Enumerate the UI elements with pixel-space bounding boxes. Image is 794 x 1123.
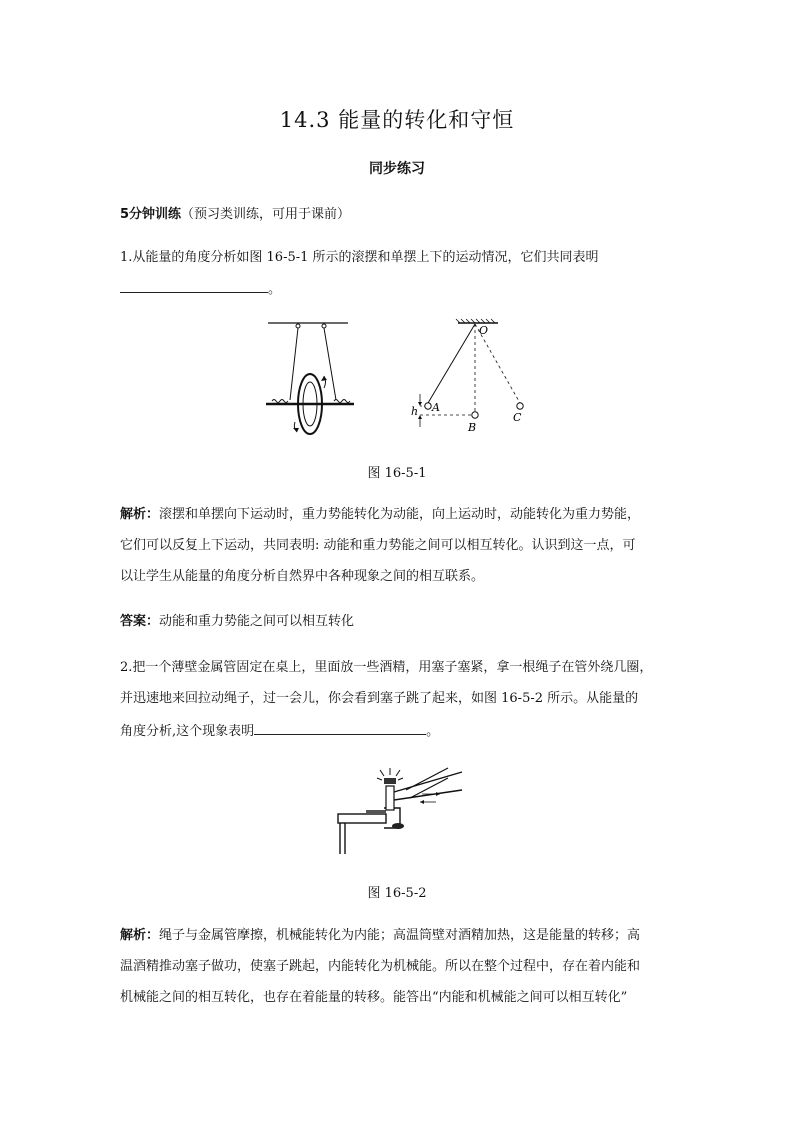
label-b: B xyxy=(468,421,477,434)
label-h: h xyxy=(411,405,419,418)
section-heading xyxy=(120,203,350,222)
q2-analysis-line3: 机械能之间的相互转化，也存在着能量的转移。能答出“内能和机械能之间可以相互转化” xyxy=(120,990,628,1005)
q1-text-line2 xyxy=(120,278,690,300)
q1-answer-text: 动能和重力势能之间可以相互转化 xyxy=(159,614,355,629)
q2-text-line1: 2.把一个薄壁金属管固定在桌上，里面放一些酒精，用塞子塞紧，拿一根绳子在管外绕几圈， xyxy=(120,660,653,675)
q1-answer-blank xyxy=(120,278,268,293)
q1-analysis-line1 xyxy=(120,505,690,525)
page-title: 14.3 能量的转化和守恒 xyxy=(279,108,515,132)
label-c: C xyxy=(513,411,522,424)
q1-answer-line xyxy=(120,612,690,632)
q2-end-punct: 。 xyxy=(426,724,440,739)
q2-analysis-line2: 温酒精推动塞子做功，使塞子跳起，内能转化为机械能。所以在整个过程中，存在着内能和 xyxy=(120,959,641,974)
figure-caption-16-5-2: 图 16-5-2 xyxy=(367,886,427,901)
roll-pendulum-diagram xyxy=(266,323,354,434)
figure-16-5-1 xyxy=(262,318,542,443)
simple-pendulum-diagram xyxy=(411,319,523,434)
label-a: A xyxy=(432,401,440,414)
q1-text-line1: 1.从能量的角度分析如图 16-5-1 所示的滚摆和单摆上下的运动情况，它们共同表明 xyxy=(120,250,599,265)
section-label: 5分钟训练 xyxy=(120,207,182,222)
q1-analysis-text1: 滚摆和单摆向下运动时，重力势能转化为动能，向上运动时，动能转化为重力势能， xyxy=(159,507,641,522)
q1-analysis-line2: 它们可以反复上下运动，共同表明: 动能和重力势能之间可以相互转化。认识到这一点，可 xyxy=(120,538,636,553)
page-subtitle: 同步练习 xyxy=(369,161,425,177)
q2-analysis-label: 解析： xyxy=(120,928,160,943)
figure-16-5-2 xyxy=(336,764,464,856)
label-o: O xyxy=(479,324,489,337)
figure-caption-16-5-1: 图 16-5-1 xyxy=(367,466,427,481)
q1-answer-label: 答案： xyxy=(120,614,160,629)
metal-tube-experiment-diagram xyxy=(338,768,462,854)
q1-analysis-line3: 以让学生从能量的角度分析自然界中各种现象之间的相互联系。 xyxy=(120,569,485,584)
q2-text-line3 xyxy=(120,720,690,742)
q2-answer-blank xyxy=(254,720,426,735)
q1-end-punct: 。 xyxy=(268,282,282,297)
section-note: （预习类训练，可用于课前） xyxy=(181,207,351,222)
q2-text-line3-start: 角度分析,这个现象表明 xyxy=(120,724,255,739)
q2-analysis-text1: 绳子与金属管摩擦，机械能转化为内能；高温筒壁对酒精加热，这是能量的转移；高 xyxy=(159,928,641,943)
q2-analysis-line1 xyxy=(120,926,690,946)
q1-analysis-label: 解析： xyxy=(120,507,160,522)
q2-text-line2: 并迅速地来回拉动绳子，过一会儿，你会看到塞子跳了起来，如图 16-5-2 所示。从能量的 xyxy=(120,691,639,706)
